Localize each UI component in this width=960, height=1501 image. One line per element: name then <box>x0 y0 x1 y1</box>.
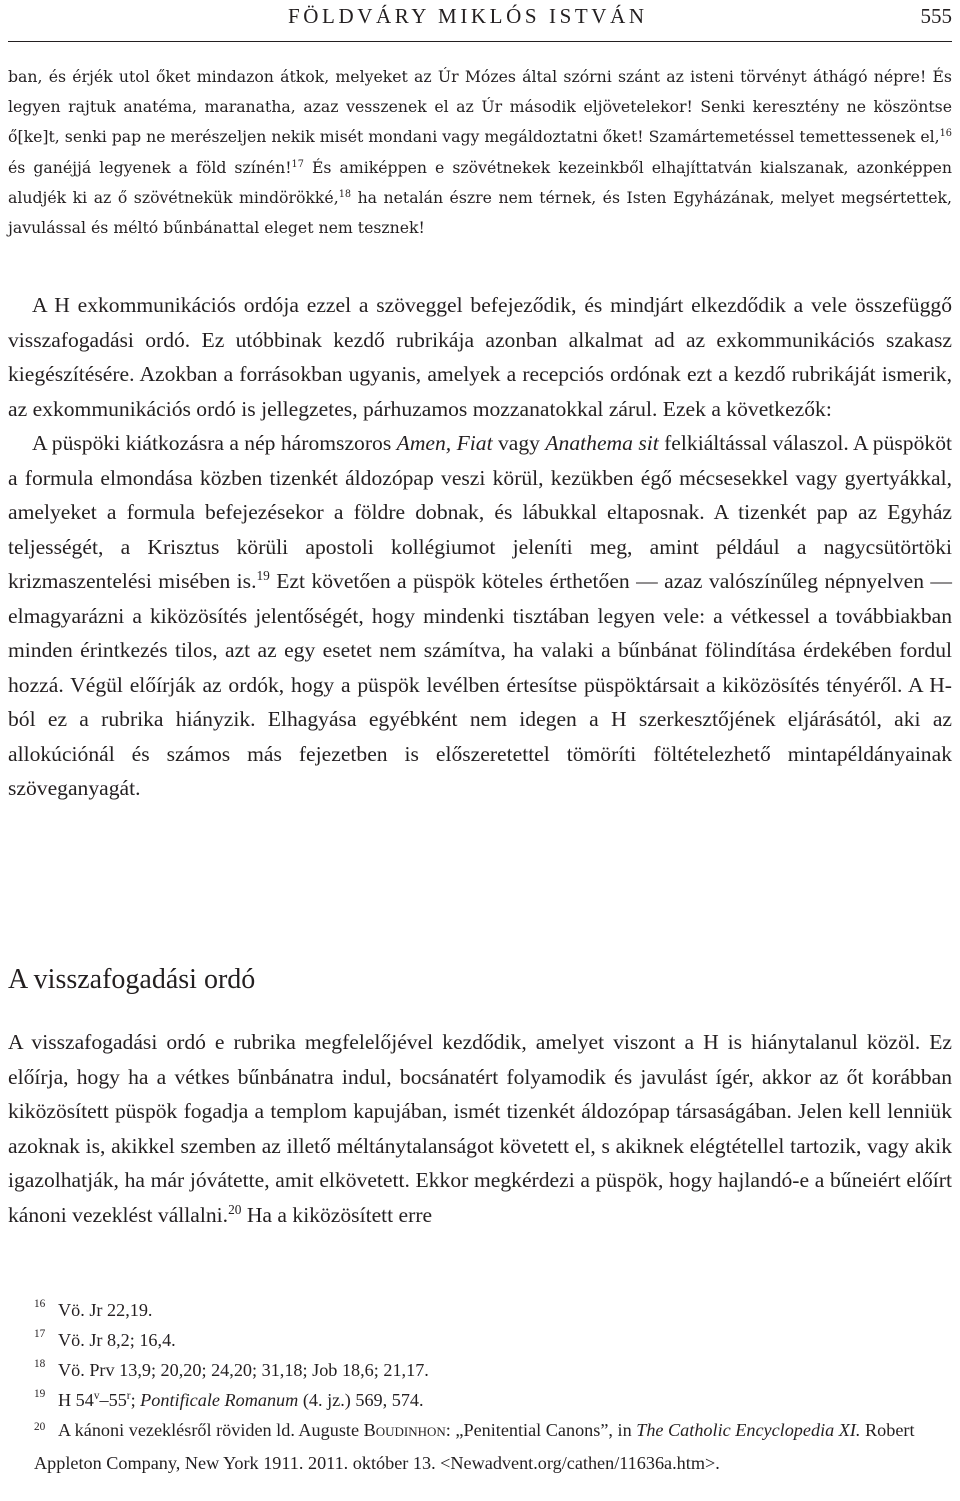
p3-text-a: A visszafogadási ordó e rubrika megfelelőjével kezdődik, amelyet viszont a H is hiánytalanul közöl. Ez előírja, hogy ha a vétkes bűnbánatra indul, bocsánatért folyamodik és javulást ígér, akkor az őt korábban kiközösített püspök fogadja a templom kapujában, ismét tizenkét áldozópap társaságában. Jelen kell lenniük azoknak is, akikkel szemben az illető méltánytalanságot követett el, s akiknek elégtétellel tartozik, vagy akik igazolhatják, ha már jóvátette, amit elkövetett. Ekkor megkérdezi a püspök, hogy hajlandó-e a bűneiért előírt kánoni vezeklést vállalni. <box>8 1030 952 1227</box>
footnote-ref-17[interactable]: 17 <box>291 158 304 170</box>
paragraph-2 <box>8 426 952 806</box>
p2-text-d: Ezt követően a püspök köteles érthetően — azaz valószínűleg népnyelven — elmagyarázni a kiközösítés jelentőségét, hogy mindenki tisztában legyen vele: a vétkessel a továbbiakban minden érintkezés tilos, azt az egy esetet nem számítva, ha valaki a bűnbánat fölindítása érdekében fordul hozzá. Végül előírják az ordók, hogy a püspök levélben értesítse püspöktársait a kiközösítés tényéről. A H-ból ez a rubrika hiányzik. Elhagyása egyébként nem idegen a H szerkesztőjének eljárásától, aki az allokúciónál és számos más fejezetben is előszeretettel tömöríti föltételezhető mintapéldányainak szöveganyagát. <box>8 569 952 800</box>
footnotes <box>8 1295 952 1478</box>
quote-text-4: ha netalán észre nem térnek, és Isten Egyházának, melyet megsértettek, javulással és méltó bűnbánattal eleget nem tesznek! <box>8 187 952 238</box>
page-header <box>0 0 960 44</box>
footnote-18 <box>8 1355 952 1385</box>
footnote-ref-20[interactable]: 20 <box>228 1201 242 1217</box>
section-heading: A visszafogadási ordó <box>8 964 256 995</box>
fn19-italic: Pontificale Romanum <box>140 1390 299 1410</box>
quote-text-1: ban, és érjék utol őket mindazon átkok, melyeket az Úr Mózes által szórni szánt az isteni törvényt áthágó népre! És legyen rajtuk anatéma, maranatha, azaz vesszenek el az Úr második eljövetelekor! Senki keresztény ne köszöntse ő[ke]t, senki pap ne merészeljen nekik misét mondani vagy megáldoztatni őket! Szamártemetéssel temettessenek el, <box>8 67 952 147</box>
p2-italic-2: Anathema sit <box>545 431 659 455</box>
footnote-ref-16[interactable]: 16 <box>939 128 952 140</box>
fn19-part: H 54 <box>58 1390 94 1410</box>
footnote-16 <box>8 1295 952 1325</box>
footnote-ref-18[interactable]: 18 <box>338 188 352 200</box>
running-head: FÖLDVÁRY MIKLÓS ISTVÁN <box>288 4 648 28</box>
fn19-verso: v <box>93 1389 100 1402</box>
section-body <box>8 1025 952 1232</box>
footnote-text <box>34 1420 915 1473</box>
p2-italic-1: Amen, Fiat <box>396 431 493 455</box>
fn19-part: –55 <box>99 1390 127 1410</box>
fn20-part: Robert Appleton Company, New York 1911. 2011. október 13. <Newadvent.org/cathen/11636a.htm>. <box>34 1420 915 1473</box>
footnote-number: 18 <box>34 1358 46 1370</box>
body-section <box>8 288 952 806</box>
paragraph-1: A H exkommunikációs ordója ezzel a szöveggel befejeződik, és mindjárt elkezdődik a vele összefüggő visszafogadási ordó. Ez utóbbinak kezdő rubrikája azonban alkalmat ad az exkommunikációs szakasz kiegészítésére. Azokban a forrásokban ugyanis, amelyek a recepciós ordónak ezt a kezdő rubrikáját ismerik, az exkommunikációs ordó is jellegzetes, párhuzamos mozzanatokkal zárul. Ezek a következők: <box>8 293 952 421</box>
footnote-number: 17 <box>34 1328 46 1340</box>
fn20-part: A kánoni vezeklésről röviden ld. Auguste <box>58 1420 364 1440</box>
footnote-text: Vö. Jr 8,2; 16,4. <box>58 1330 176 1350</box>
footnote-number: 20 <box>34 1421 46 1433</box>
fn19-part: ; <box>130 1390 141 1410</box>
quote-paragraph <box>8 62 952 243</box>
footnote-20 <box>8 1415 952 1478</box>
footnote-number: 19 <box>34 1388 46 1400</box>
fn20-author: Boudinhon <box>363 1420 446 1440</box>
footnote-text <box>58 1385 952 1415</box>
fn20-part: : „Penitential Canons”, in <box>445 1420 637 1440</box>
footnote-ref-19[interactable]: 19 <box>256 567 270 583</box>
quote-text-3: És amiképpen e szövétnekek kezeinkből elhajíttatván kialszanak, azonképpen aludjék ki az ő szövétnekük mindörökké, <box>8 157 952 207</box>
footnote-17 <box>8 1325 952 1355</box>
page-number: 555 <box>920 4 952 28</box>
header-rule <box>8 41 952 42</box>
fn19-recto: r <box>126 1389 131 1402</box>
footnote-number: 16 <box>34 1298 46 1310</box>
footnote-text: Vö. Jr 22,19. <box>58 1300 153 1320</box>
footnote-19 <box>8 1385 952 1415</box>
quoted-text <box>8 62 952 243</box>
fn20-italic: The Catholic Encyclopedia XI. <box>636 1420 861 1440</box>
p2-text-b: vagy <box>492 431 546 455</box>
quote-text-2: és ganéjjá legyenek a föld színén! <box>8 157 292 177</box>
p2-text-c: felkiáltással válaszol. A püspököt a formula elmondása közben tizenkét áldozópap veszi körül, kezükben égő mécsesekkel vagy gyertyákkal, amelyeket a formula befejezésekor a földre dobnak, és lábukkal eltaposnak. A tizenkét pap az Egyház teljességét, a Krisztus körüli apostoli kollégiumot jeleníti meg, amint például a nagycsütörtöki krizmaszentelési misében is. <box>8 431 952 593</box>
footnote-text: Vö. Prv 13,9; 20,20; 24,20; 31,18; Job 18,6; 21,17. <box>58 1360 429 1380</box>
p2-text-a: A püspöki kiátkozásra a nép háromszoros <box>32 431 397 455</box>
paragraph-3 <box>8 1025 952 1232</box>
fn19-part: (4. jz.) 569, 574. <box>298 1390 424 1410</box>
p3-text-b: Ha a kiközösített erre <box>241 1202 433 1227</box>
